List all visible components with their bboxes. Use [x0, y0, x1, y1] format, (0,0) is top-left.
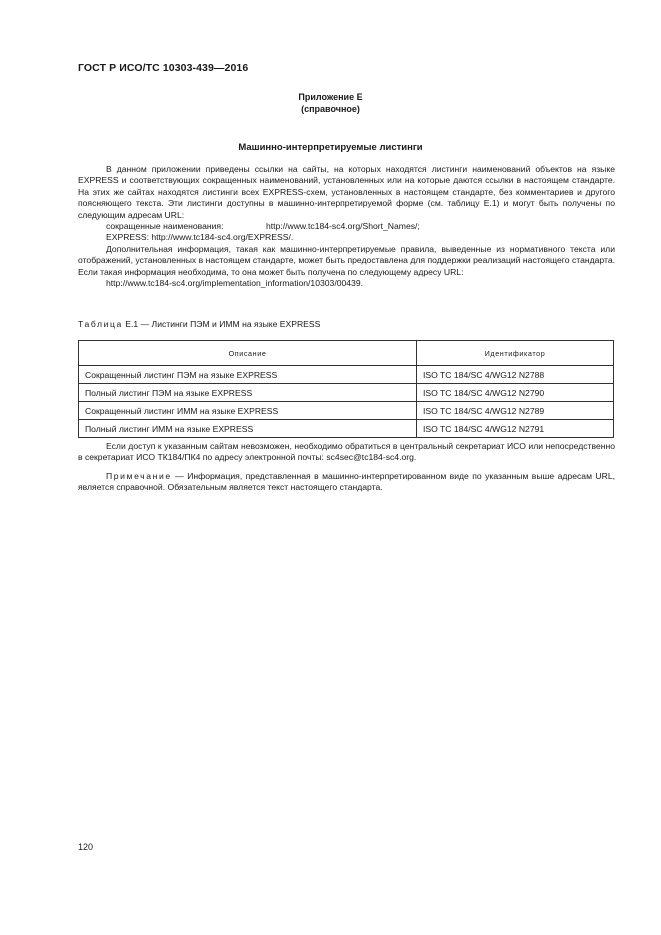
- intro-paragraph: В данном приложении приведены ссылки на сайты, на которых находятся листинги наименований объектов на языке EXPRESS и соответствующих сокращенных наименований, установленных или на которые даются ссылки в настоящем стандарте. На этих же сайтах находятся листинги всех EXPRESS-схем, установленных в настоящем стандарте, без комментариев и другого поясняющего текста. Эти листинги доступны в машинно-интерпретируемой форме (см. таблицу Е.1) и могут быть получены по следующим адресам URL:: [78, 164, 615, 220]
- section-title: Машинно-интерпретируемые листинги: [238, 142, 423, 153]
- contact-paragraph: Если доступ к указанным сайтам невозможен, необходимо обратиться в центральный секретариат ИСО или непосредственно в секретариат ИСО ТК184/ПК4 по адресу электронной почты: sc4sec@tc184-sc4.org.: [78, 441, 615, 463]
- row-identifier: ISO TC 184/SC 4/WG12 N2791: [417, 420, 614, 438]
- row-identifier: ISO TC 184/SC 4/WG12 N2790: [417, 384, 614, 402]
- page-number: 120: [78, 842, 94, 852]
- note: [78, 471, 615, 494]
- body-text: [78, 164, 615, 289]
- table-header-row: [79, 341, 614, 366]
- document-header: ГОСТ Р ИСО/ТС 10303-439—2016: [78, 62, 249, 74]
- annex-title: Приложение Е: [298, 92, 363, 102]
- table-row: [79, 384, 614, 402]
- annex-type: (справочное): [301, 104, 360, 114]
- table-caption-label: Таблица: [78, 319, 123, 329]
- row-description: Полный листинг ПЭМ на языке EXPRESS: [79, 384, 417, 402]
- table-row: [79, 420, 614, 438]
- table-caption: [78, 319, 320, 329]
- implementation-url[interactable]: http://www.tc184-sc4.org/implementation_information/10303/00439.: [106, 278, 364, 289]
- note-text: — Информация, представленная в машинно-интерпретированном виде по указанным выше адресам URL, является справочной. Обязательным является текст настоящего стандарта.: [78, 471, 615, 493]
- table-row: [79, 402, 614, 420]
- table-caption-title: Е.1 — Листинги ПЭМ и ИММ на языке EXPRESS: [122, 319, 321, 329]
- row-description: Полный листинг ИММ на языке EXPRESS: [79, 420, 417, 438]
- short-names-url[interactable]: http://www.tc184-sc4.org/Short_Names/;: [266, 221, 420, 232]
- header-identifier: Идентификатор: [417, 341, 614, 366]
- row-identifier: ISO TC 184/SC 4/WG12 N2788: [417, 366, 614, 384]
- header-description: Описание: [79, 341, 417, 366]
- contact-text: [78, 441, 615, 464]
- short-names-row: [78, 221, 615, 232]
- row-identifier: ISO TC 184/SC 4/WG12 N2789: [417, 402, 614, 420]
- note-label: Примечание: [106, 471, 172, 481]
- row-description: Сокращенный листинг ИММ на языке EXPRESS: [79, 402, 417, 420]
- annex-heading: [0, 91, 661, 115]
- note-paragraph: [78, 471, 615, 494]
- listings-table: [78, 340, 614, 438]
- table-row: [79, 366, 614, 384]
- express-url-line[interactable]: EXPRESS: http://www.tc184-sc4.org/EXPRESS/.: [106, 232, 294, 243]
- additional-info-paragraph: Дополнительная информация, такая как машинно-интерпретируемые правила, выведенные из нормативного текста или отображений, установленных в настоящем стандарте, может быть предоставлена для поддержки реализаций настоящего стандарта. Если такая информация необходима, то она может быть получена по следующему адресу URL:: [78, 243, 615, 277]
- row-description: Сокращенный листинг ПЭМ на языке EXPRESS: [79, 366, 417, 384]
- short-names-label: сокращенные наименования:: [106, 221, 224, 232]
